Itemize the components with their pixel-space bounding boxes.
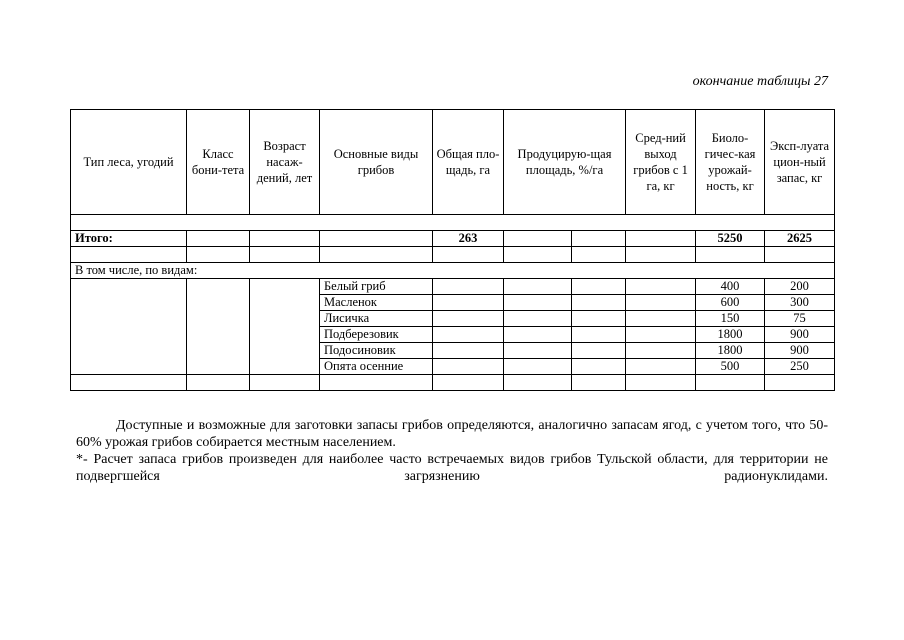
cell xyxy=(572,375,626,391)
cell xyxy=(626,231,696,247)
cell xyxy=(504,375,572,391)
cell xyxy=(320,375,433,391)
species-rows xyxy=(71,279,835,375)
cell xyxy=(187,375,250,391)
merged-cell xyxy=(187,279,250,375)
cell xyxy=(572,279,626,295)
cell xyxy=(187,247,250,263)
cell xyxy=(433,311,504,327)
cell xyxy=(433,295,504,311)
cell xyxy=(572,343,626,359)
cell xyxy=(320,247,433,263)
cell xyxy=(626,343,696,359)
species-bio: 1800 xyxy=(696,343,765,359)
cell xyxy=(433,247,504,263)
header-row xyxy=(71,110,835,215)
cell xyxy=(504,231,572,247)
blank-row xyxy=(71,247,835,263)
cell xyxy=(504,343,572,359)
header-exp-reserve: Эксп-луата цион-ный запас, кг xyxy=(765,110,835,215)
cell xyxy=(504,295,572,311)
cell xyxy=(320,231,433,247)
cell xyxy=(572,359,626,375)
species-name: Опята осенние xyxy=(320,359,433,375)
cell xyxy=(626,327,696,343)
cell xyxy=(626,311,696,327)
species-name: Лисичка xyxy=(320,311,433,327)
cell xyxy=(572,247,626,263)
paragraph-reserves: Доступные и возможные для заготовки запасы грибов определяются, аналогично запасам ягод, с учетом того, что 50-60% урожая грибов собирается местным населением. xyxy=(76,418,828,450)
blank-cell xyxy=(71,215,835,231)
table-caption: окончание таблицы 27 xyxy=(692,74,828,89)
blank-row xyxy=(71,375,835,391)
cell xyxy=(71,375,187,391)
mushroom-resources-table xyxy=(70,109,835,391)
header-bio-yield: Биоло-гичес-кая урожай-ность, кг xyxy=(696,110,765,215)
cell xyxy=(250,375,320,391)
cell xyxy=(765,375,835,391)
header-age: Возраст насаж-дений, лет xyxy=(250,110,320,215)
paragraph-footnote: *- Расчет запаса грибов произведен для наиболее часто встречаемых видов грибов Тульской области, для территории не подвергшейся загрязнению радионуклидами. xyxy=(76,452,828,484)
cell xyxy=(504,327,572,343)
by-species-row xyxy=(71,263,835,279)
cell xyxy=(765,247,835,263)
blank-row xyxy=(71,215,835,231)
cell xyxy=(250,247,320,263)
cell xyxy=(504,359,572,375)
cell xyxy=(626,247,696,263)
header-total-area: Общая пло-щадь, га xyxy=(433,110,504,215)
cell xyxy=(572,231,626,247)
species-name: Подберезовик xyxy=(320,327,433,343)
cell xyxy=(696,375,765,391)
total-bio: 5250 xyxy=(696,231,765,247)
total-row xyxy=(71,231,835,247)
cell xyxy=(504,279,572,295)
header-class: Класс бони-тета xyxy=(187,110,250,215)
species-bio: 150 xyxy=(696,311,765,327)
cell xyxy=(572,327,626,343)
cell xyxy=(187,231,250,247)
cell xyxy=(626,295,696,311)
species-name: Белый гриб xyxy=(320,279,433,295)
species-bio: 500 xyxy=(696,359,765,375)
total-label: Итого: xyxy=(71,231,187,247)
cell xyxy=(626,279,696,295)
species-bio: 600 xyxy=(696,295,765,311)
species-exp: 250 xyxy=(765,359,835,375)
header-species: Основные виды грибов xyxy=(320,110,433,215)
species-exp: 200 xyxy=(765,279,835,295)
cell xyxy=(696,247,765,263)
species-name: Масленок xyxy=(320,295,433,311)
species-exp: 900 xyxy=(765,327,835,343)
merged-cell xyxy=(71,279,187,375)
cell xyxy=(626,359,696,375)
header-average-yield: Сред-ний выход грибов с 1 га, кг xyxy=(626,110,696,215)
species-exp: 75 xyxy=(765,311,835,327)
cell xyxy=(433,375,504,391)
by-species-label: В том числе, по видам: xyxy=(71,263,835,279)
cell xyxy=(504,247,572,263)
species-row xyxy=(71,279,835,295)
cell xyxy=(71,247,187,263)
header-productive-area: Продуцирую-щая площадь, %/га xyxy=(504,110,626,215)
cell xyxy=(572,295,626,311)
cell xyxy=(433,279,504,295)
species-name: Подосиновик xyxy=(320,343,433,359)
cell xyxy=(433,343,504,359)
species-exp: 900 xyxy=(765,343,835,359)
total-exp: 2625 xyxy=(765,231,835,247)
species-exp: 300 xyxy=(765,295,835,311)
total-area: 263 xyxy=(433,231,504,247)
header-forest-type: Тип леса, угодий xyxy=(71,110,187,215)
cell xyxy=(572,311,626,327)
cell xyxy=(250,231,320,247)
species-bio: 1800 xyxy=(696,327,765,343)
cell xyxy=(433,327,504,343)
cell xyxy=(626,375,696,391)
species-bio: 400 xyxy=(696,279,765,295)
cell xyxy=(433,359,504,375)
cell xyxy=(504,311,572,327)
merged-cell xyxy=(250,279,320,375)
